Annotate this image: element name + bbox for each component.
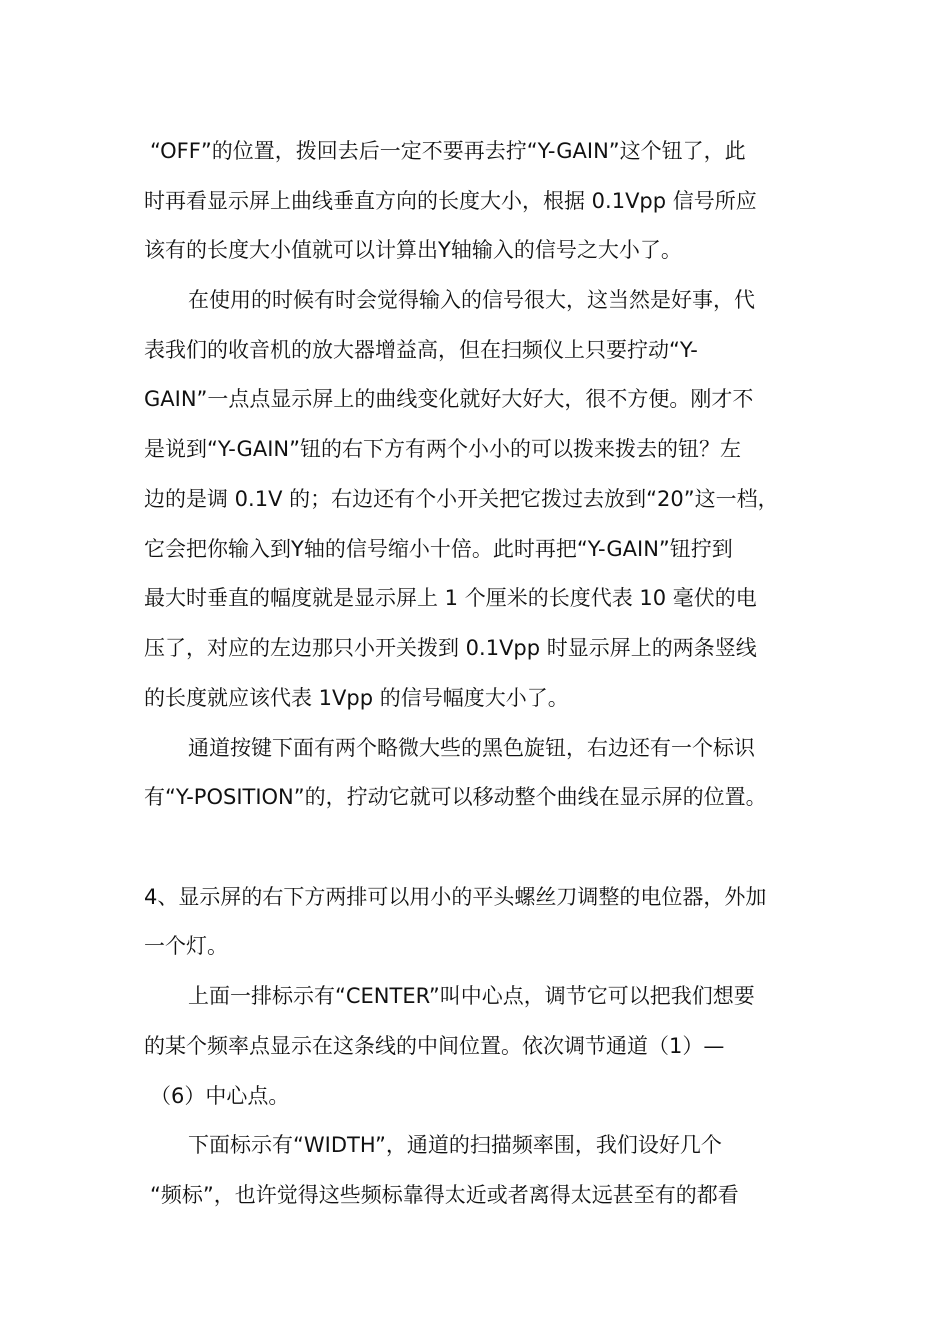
text-line: 最大时垂直的幅度就是显示屏上 1 个厘米的长度代表 10 毫伏的电 (144, 586, 757, 610)
text-line: 的长度就应该代表 1Vpp 的信号幅度大小了。 (144, 686, 569, 710)
text-line: 在使用的时候有时会觉得输入的信号很大，这当然是好事，代 (188, 288, 755, 312)
text-line: “OFF”的位置，拨回去后一定不要再去拧“Y-GAIN”这个钮了，此 (150, 139, 746, 163)
text-line: 表我们的收音机的放大器增益高，但在扫频仪上只要拧动“Y- (144, 338, 698, 362)
text-line: 一个灯。 (144, 934, 228, 958)
text-line: 的某个频率点显示在这条线的中间位置。依次调节通道（1）— (144, 1034, 725, 1058)
text-line: GAIN”一点点显示屏上的曲线变化就好大好大，很不方便。刚才不 (144, 387, 754, 411)
text-line: 是说到“Y-GAIN”钮的右下方有两个小小的可以拨来拨去的钮？左 (144, 437, 741, 461)
text-line: 时再看显示屏上曲线垂直方向的长度大小，根据 0.1Vpp 信号所应 (144, 189, 757, 213)
text-line: 下面标示有“WIDTH”，通道的扫描频率围，我们设好几个 (188, 1133, 722, 1157)
text-line: 4、显示屏的右下方两排可以用小的平头螺丝刀调整的电位器，外加 (144, 885, 767, 909)
text-line: 有“Y-POSITION”的，拧动它就可以移动整个曲线在显示屏的位置。 (144, 785, 767, 809)
text-line: “频标”，也许觉得这些频标靠得太近或者离得太远甚至有的都看 (150, 1183, 739, 1207)
text-line: 它会把你输入到Y轴的信号缩小十倍。此时再把“Y-GAIN”钮拧到 (144, 537, 733, 561)
text-line: 边的是调 0.1V 的；右边还有个小开关把它拨过去放到“20”这一档， (144, 487, 779, 511)
text-line: 压了，对应的左边那只小开关拨到 0.1Vpp 时显示屏上的两条竖线 (144, 636, 757, 660)
text-line: 该有的长度大小值就可以计算出Y轴输入的信号之大小了。 (144, 238, 682, 262)
text-line: 通道按键下面有两个略微大些的黑色旋钮，右边还有一个标识 (188, 736, 755, 760)
text-line: 上面一排标示有“CENTER”叫中心点，调节它可以把我们想要 (188, 984, 755, 1008)
text-line: （6）中心点。 (150, 1084, 290, 1108)
